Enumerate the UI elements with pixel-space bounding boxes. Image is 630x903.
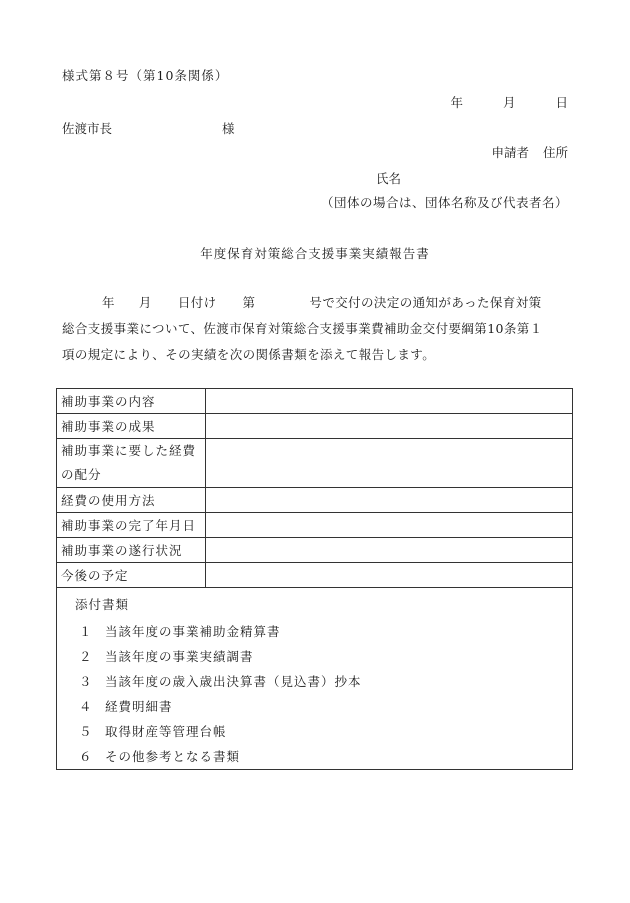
form-number: 様式第８号（第10条関係） (62, 68, 229, 83)
date-month-label: 月 (502, 95, 516, 110)
attachment-number: ５ (79, 724, 93, 739)
document-title: 年度保育対策総合支援事業実績報告書 (200, 246, 430, 261)
attachment-number: ３ (79, 674, 93, 689)
applicant-name-label: 氏名 (376, 171, 402, 186)
table-row (57, 488, 573, 513)
table-row (57, 538, 573, 563)
list-item (79, 744, 572, 769)
table-row (57, 513, 573, 538)
row-value-field[interactable] (206, 538, 573, 563)
attachments-row (57, 588, 573, 770)
table-row (57, 439, 573, 488)
row-label-line1: 補助事業に要した経費 (61, 443, 197, 458)
date-year-label: 年 (450, 95, 463, 110)
attachment-number: １ (79, 624, 93, 639)
list-item (79, 669, 572, 694)
table-row (57, 389, 573, 414)
applicant-label: 申請者 (491, 145, 529, 160)
row-label: 補助事業の完了年月日 (57, 513, 206, 538)
attachment-number: ６ (79, 749, 93, 764)
body-number-prefix: 第 (242, 295, 256, 310)
attachments-title: 添付書類 (75, 597, 130, 612)
addressee (62, 119, 235, 137)
row-label: 補助事業の内容 (57, 389, 206, 414)
list-item (79, 619, 572, 644)
list-item (79, 644, 572, 669)
row-value-field[interactable] (206, 414, 573, 439)
attachments-list (79, 619, 572, 769)
row-label: 経費の使用方法 (57, 488, 206, 513)
row-label: 補助事業の成果 (57, 414, 206, 439)
body-line-1 (62, 290, 574, 316)
table-row (57, 563, 573, 588)
body-line-1-rest: 号で交付の決定の通知があった保育対策 (309, 295, 542, 310)
body-line-2: 総合支援事業について、佐渡市保育対策総合支援事業費補助金交付要綱第10条第１ (62, 321, 543, 336)
row-value-field[interactable] (206, 439, 573, 488)
body-line-3: 項の規定により、その実績を次の関係書類を添えて報告します。 (62, 347, 436, 362)
list-item (79, 694, 572, 719)
date-line (450, 93, 568, 111)
body-text (62, 290, 574, 368)
attachment-text: 当該年度の歳入歳出決算書（見込書）抄本 (105, 674, 362, 689)
table-row (57, 414, 573, 439)
row-label-line2: の配分 (61, 467, 102, 482)
attachment-text: 取得財産等管理台帳 (105, 724, 227, 739)
attachments-cell (57, 588, 573, 770)
row-label: 今後の予定 (57, 563, 206, 588)
row-value-field[interactable] (206, 513, 573, 538)
honorific: 様 (222, 121, 235, 136)
address-label: 住所 (542, 145, 568, 160)
row-value-field[interactable] (206, 488, 573, 513)
body-month: 月 (138, 295, 152, 310)
body-year: 年 (102, 295, 115, 310)
attachment-number: ２ (79, 649, 93, 664)
attachment-text: 当該年度の事業実績調書 (105, 649, 254, 664)
applicant-address-line (491, 143, 568, 161)
row-value-field[interactable] (206, 563, 573, 588)
body-day-issued: 日付け (177, 295, 217, 310)
attachment-text: 当該年度の事業補助金精算書 (105, 624, 281, 639)
group-note: （団体の場合は、団体名称及び代表者名） (320, 195, 568, 210)
date-day-label: 日 (555, 95, 568, 110)
report-table (56, 388, 573, 770)
attachment-text: その他参考となる書類 (105, 749, 241, 764)
list-item (79, 719, 572, 744)
attachment-number: ４ (79, 699, 93, 714)
addressee-name: 佐渡市長 (62, 121, 113, 136)
attachment-text: 経費明細書 (105, 699, 173, 714)
row-label: 補助事業の遂行状況 (57, 538, 206, 563)
row-value-field[interactable] (206, 389, 573, 414)
row-label (57, 439, 206, 488)
